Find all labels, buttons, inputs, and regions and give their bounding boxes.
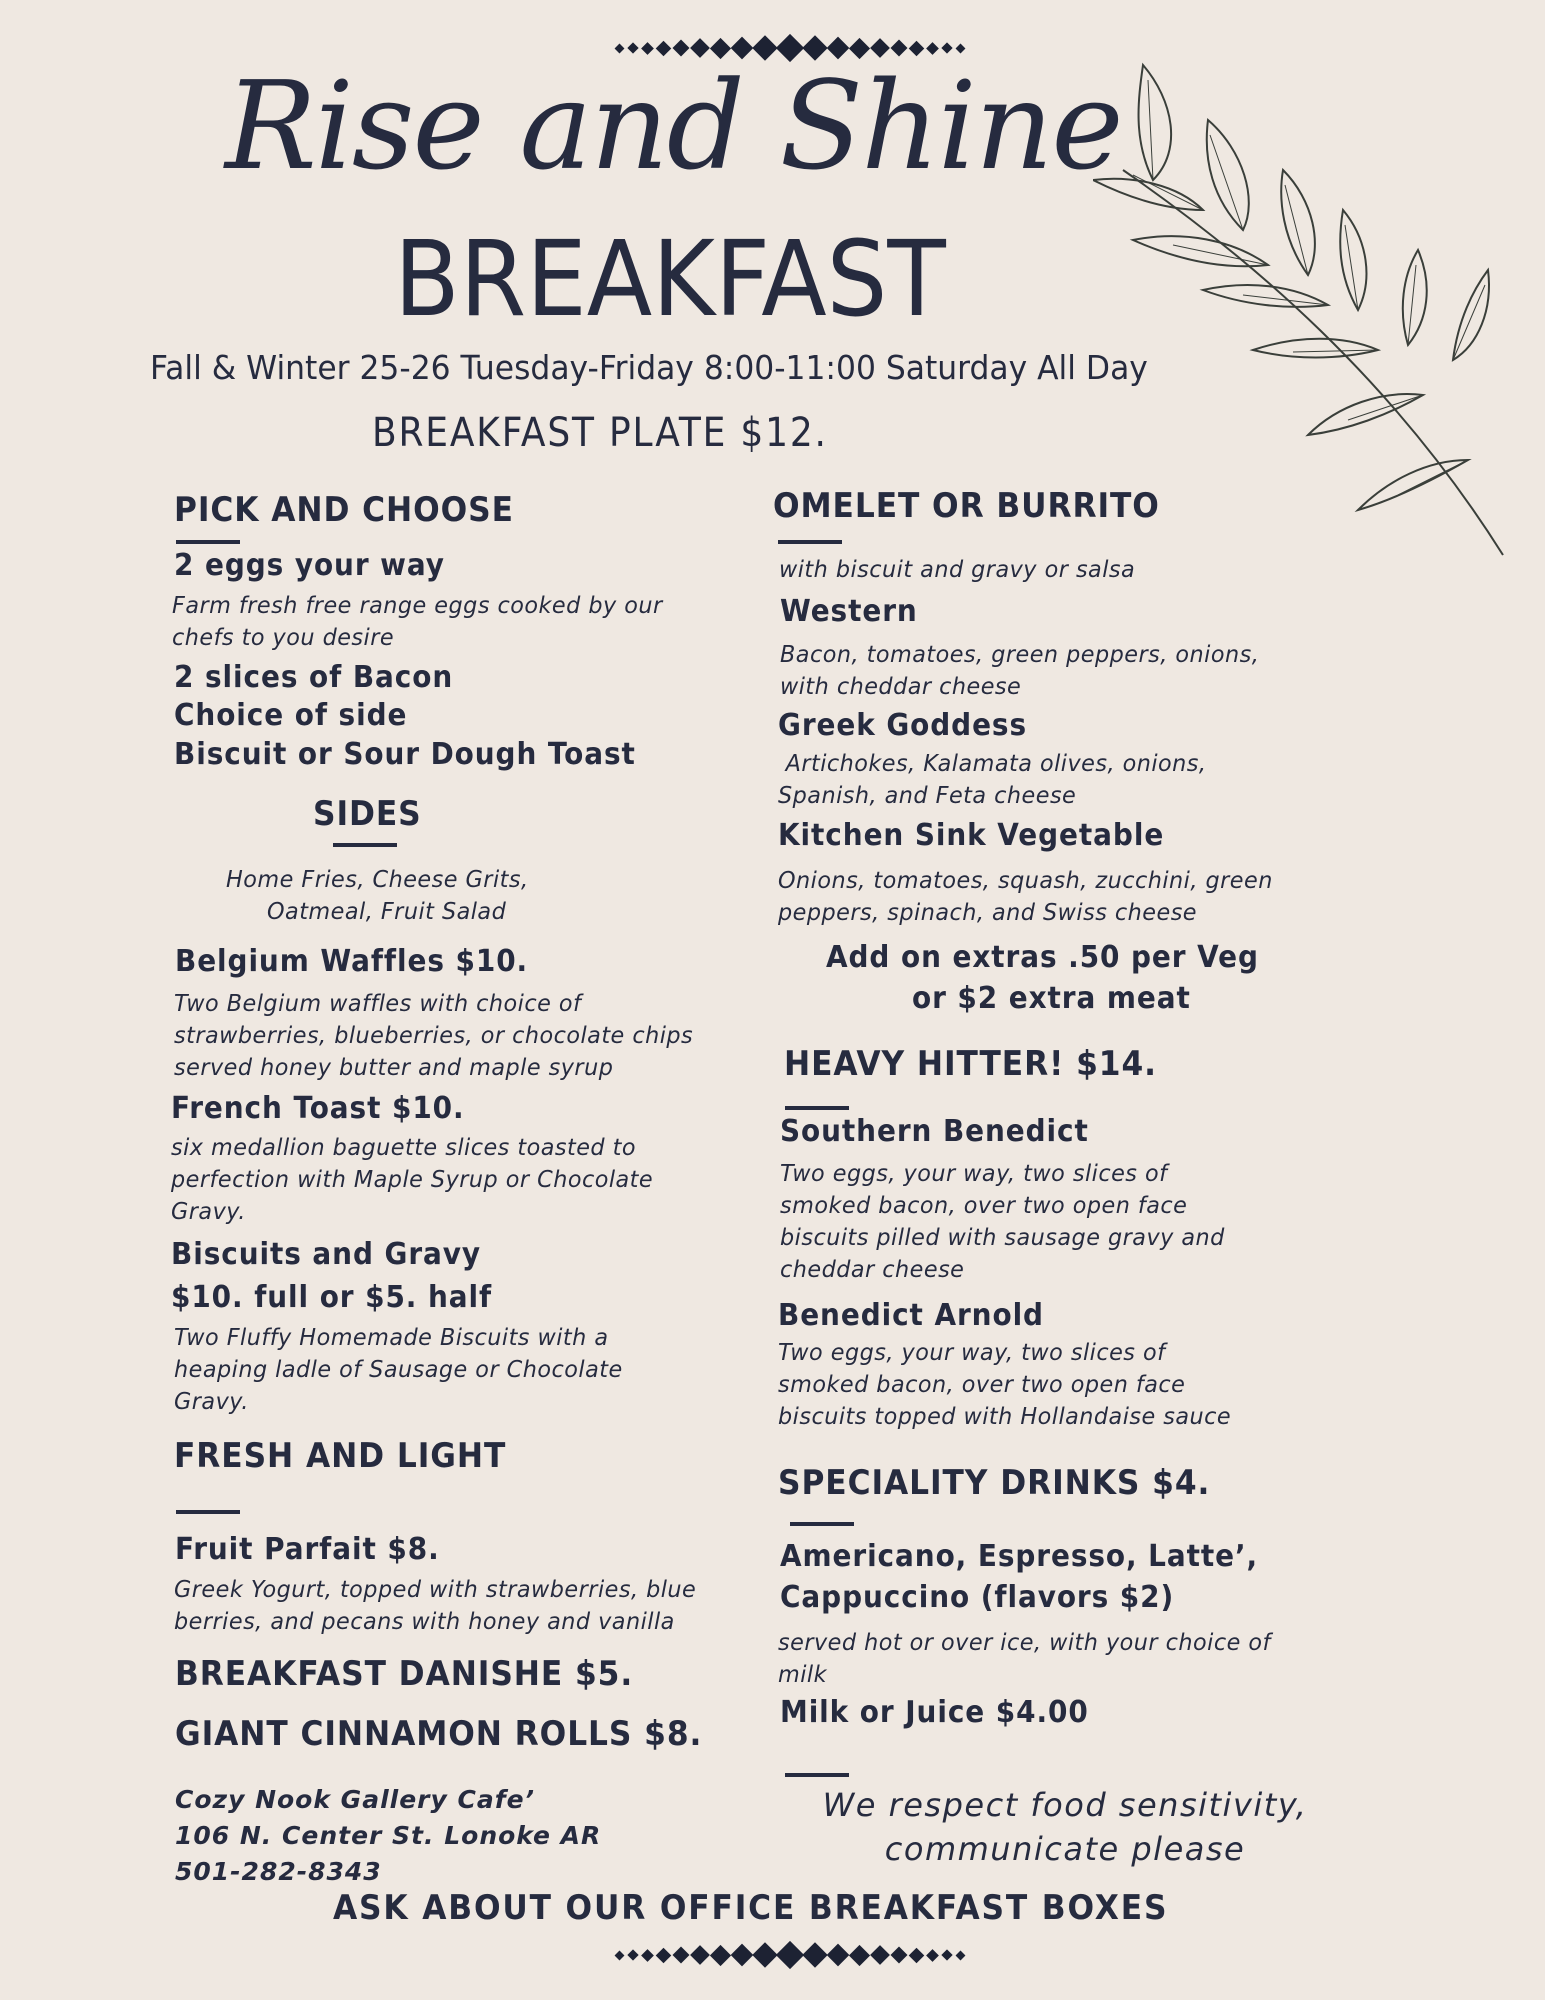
extras-line2: or $2 extra meat xyxy=(912,981,1191,1016)
bottom-diamond-border xyxy=(500,1943,1080,1967)
western-desc-line1: Bacon, tomatoes, green peppers, onions, xyxy=(780,642,1260,668)
biscuits-desc-line2: heaping ladle of Sausage or Chocolate xyxy=(174,1357,623,1383)
parfait-desc-line2: berries, and pecans with honey and vanilla xyxy=(174,1609,675,1635)
southern-desc-line4: cheddar cheese xyxy=(780,1257,965,1283)
divider xyxy=(785,1773,849,1777)
waffles-desc-line2: strawberries, blueberries, or chocolate chips xyxy=(174,1023,694,1049)
menu-item-french-toast: French Toast $10. xyxy=(171,1091,465,1126)
coffee-line1: Americano, Espresso, Latte’, xyxy=(780,1539,1259,1574)
menu-item-cinnamon-rolls: GIANT CINNAMON ROLLS $8. xyxy=(175,1714,703,1754)
eggs-desc-line2: chefs to you desire xyxy=(172,625,395,651)
coffee-desc-line2: milk xyxy=(778,1662,828,1688)
menu-item-bacon: 2 slices of Bacon xyxy=(174,660,454,695)
drinks-heading: SPECIALITY DRINKS $4. xyxy=(778,1463,1211,1503)
extras-line1: Add on extras .50 per Veg xyxy=(826,940,1259,975)
cafe-name: Cozy Nook Gallery Cafe’ xyxy=(175,1785,536,1814)
page-title: BREAKFAST xyxy=(394,218,946,340)
divider xyxy=(785,1106,849,1110)
menu-item-biscuits-gravy: Biscuits and Gravy xyxy=(171,1237,482,1272)
script-title: Rise and Shine xyxy=(225,55,1122,197)
french-toast-desc-line1: six medallion baguette slices toasted to xyxy=(171,1135,637,1161)
divider xyxy=(778,540,842,544)
sides-line1: Home Fries, Cheese Grits, xyxy=(226,867,529,893)
menu-item-western: Western xyxy=(780,594,918,629)
arnold-desc-line1: Two eggs, your way, two slices of xyxy=(778,1340,1166,1366)
waffles-desc-line3: served honey butter and maple syrup xyxy=(174,1055,614,1081)
french-toast-desc-line2: perfection with Maple Syrup or Chocolate xyxy=(171,1167,654,1193)
greek-desc-line2: Spanish, and Feta cheese xyxy=(778,783,1077,809)
hours-line: Fall & Winter 25-26 Tuesday-Friday 8:00-11:00 Saturday All Day xyxy=(150,348,1148,387)
kitchen-desc-line1: Onions, tomatoes, squash, zucchini, green xyxy=(778,868,1273,894)
southern-desc-line3: biscuits pilled with sausage gravy and xyxy=(780,1225,1225,1251)
menu-item-eggs: 2 eggs your way xyxy=(174,548,445,583)
food-sensitivity-notice xyxy=(790,1783,1340,1871)
notice-line1: We respect food sensitivity, xyxy=(822,1786,1308,1824)
parfait-desc-line1: Greek Yogurt, topped with strawberries, blue xyxy=(174,1577,697,1603)
arnold-desc-line3: biscuits topped with Hollandaise sauce xyxy=(778,1404,1232,1430)
cafe-address: 106 N. Center St. Lonoke AR xyxy=(175,1821,602,1850)
pick-choose-heading: PICK AND CHOOSE xyxy=(174,490,514,530)
omelet-heading: OMELET OR BURRITO xyxy=(773,486,1160,526)
omelet-subtitle: with biscuit and gravy or salsa xyxy=(779,557,1136,583)
menu-item-greek-goddess: Greek Goddess xyxy=(778,708,1028,743)
cafe-phone: 501-282-8343 xyxy=(175,1857,382,1886)
kitchen-desc-line2: peppers, spinach, and Swiss cheese xyxy=(778,900,1198,926)
menu-item-southern-benedict: Southern Benedict xyxy=(780,1114,1089,1149)
menu-item-benedict-arnold: Benedict Arnold xyxy=(778,1298,1044,1333)
divider xyxy=(176,1510,240,1514)
sides-line2: Oatmeal, Fruit Salad xyxy=(267,899,507,925)
french-toast-desc-line3: Gravy. xyxy=(171,1199,246,1225)
menu-item-side: Choice of side xyxy=(174,698,408,733)
fresh-light-heading: FRESH AND LIGHT xyxy=(174,1436,507,1476)
waffles-desc-line1: Two Belgium waffles with choice of xyxy=(174,991,582,1017)
coffee-desc-line1: served hot or over ice, with your choice of xyxy=(778,1630,1271,1656)
notice-line2: communicate please xyxy=(884,1830,1246,1868)
eggs-desc-line1: Farm fresh free range eggs cooked by our xyxy=(172,593,663,619)
coffee-line2: Cappuccino (flavors $2) xyxy=(780,1580,1175,1615)
western-desc-line2: with cheddar cheese xyxy=(780,674,1022,700)
divider xyxy=(333,843,397,847)
arnold-desc-line2: smoked bacon, over two open face xyxy=(778,1372,1186,1398)
cafe-info xyxy=(175,1782,601,1890)
biscuits-desc-line1: Two Fluffy Homemade Biscuits with a xyxy=(174,1325,609,1351)
heavy-hitter-heading: HEAVY HITTER! $14. xyxy=(784,1044,1157,1084)
menu-item-danish: BREAKFAST DANISHE $5. xyxy=(175,1654,634,1694)
office-boxes-banner: ASK ABOUT OUR OFFICE BREAKFAST BOXES xyxy=(333,1888,1169,1928)
biscuits-desc-line3: Gravy. xyxy=(174,1389,249,1415)
southern-desc-line2: smoked bacon, over two open face xyxy=(780,1193,1188,1219)
biscuits-gravy-price: $10. full or $5. half xyxy=(171,1280,493,1315)
sides-heading: SIDES xyxy=(313,794,422,834)
menu-item-milk-juice: Milk or Juice $4.00 xyxy=(780,1695,1089,1730)
menu-item-toast: Biscuit or Sour Dough Toast xyxy=(174,737,636,772)
divider xyxy=(790,1522,854,1526)
menu-item-waffles: Belgium Waffles $10. xyxy=(175,944,529,979)
menu-item-kitchen-sink: Kitchen Sink Vegetable xyxy=(778,818,1165,853)
southern-desc-line1: Two eggs, your way, two slices of xyxy=(780,1161,1168,1187)
divider xyxy=(176,540,240,544)
greek-desc-line1: Artichokes, Kalamata olives, onions, xyxy=(778,751,1207,777)
menu-item-parfait: Fruit Parfait $8. xyxy=(175,1532,440,1567)
breakfast-plate-price: BREAKFAST PLATE $12. xyxy=(372,410,828,456)
